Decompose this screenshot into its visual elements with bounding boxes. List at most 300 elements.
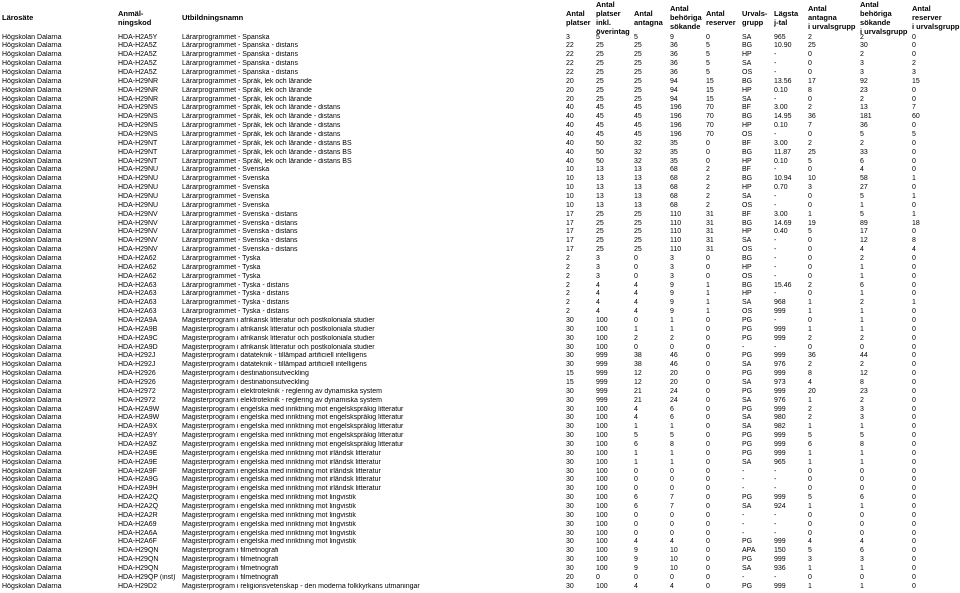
cell-antal-platser: 40 (566, 157, 574, 165)
cell-antal-antagna: 25 (634, 219, 642, 227)
cell-antal-behoriga-sokande: 68 (670, 166, 678, 174)
cell-anmalningskod: HDA-H2A6F (118, 538, 157, 546)
cell-reserver-i-urvalsgrupp: 0 (912, 458, 916, 466)
cell-platser-inkl-overintag: 100 (596, 467, 608, 475)
cell-antal-antagna: 4 (634, 582, 638, 590)
cell-lagsta-j-tal: 3.00 (774, 139, 788, 147)
cell-lagsta-j-tal: - (774, 246, 777, 254)
cell-antal-antagna: 25 (634, 210, 642, 218)
cell-antal-antagna: 0 (634, 529, 638, 537)
cell-reserver-i-urvalsgrupp: 0 (912, 325, 916, 333)
cell-platser-inkl-overintag: 100 (596, 503, 608, 511)
cell-antal-behoriga-sokande: 68 (670, 192, 678, 200)
cell-larosate: Högskolan Dalarna (2, 556, 62, 564)
table-row (0, 583, 960, 592)
cell-reserver-i-urvalsgrupp: 0 (912, 396, 916, 404)
cell-platser-inkl-overintag: 13 (596, 201, 604, 209)
cell-behoriga-i-urvalsgrupp: 8 (860, 441, 864, 449)
cell-antal-behoriga-sokande: 10 (670, 547, 678, 555)
cell-antal-platser: 30 (566, 520, 574, 528)
cell-lagsta-j-tal: 0.40 (774, 228, 788, 236)
cell-reserver-i-urvalsgrupp: 0 (912, 157, 916, 165)
table-row (0, 370, 960, 379)
cell-utbildningsnamn: Magisterprogram i engelska med inriktning mot engelskspråkig litteratur (182, 432, 404, 440)
cell-antal-antagna: 13 (634, 201, 642, 209)
cell-antal-reserver: 0 (706, 556, 710, 564)
table-row (0, 547, 960, 556)
cell-antal-behoriga-sokande: 196 (670, 122, 682, 130)
cell-lagsta-j-tal: 3.00 (774, 210, 788, 218)
cell-reserver-i-urvalsgrupp: 0 (912, 387, 916, 395)
table-row (0, 344, 960, 353)
cell-reserver-i-urvalsgrupp: 0 (912, 343, 916, 351)
cell-antal-platser: 10 (566, 175, 574, 183)
cell-larosate: Högskolan Dalarna (2, 547, 62, 555)
cell-larosate: Högskolan Dalarna (2, 192, 62, 200)
cell-antagna-i-urvalsgrupp: 1 (808, 308, 812, 316)
cell-platser-inkl-overintag: 45 (596, 122, 604, 130)
cell-urvalsgrupp: BG (742, 113, 753, 121)
cell-behoriga-i-urvalsgrupp: 30 (860, 42, 868, 50)
cell-antal-antagna: 4 (634, 405, 638, 413)
cell-antal-antagna: 4 (634, 290, 638, 298)
cell-larosate: Högskolan Dalarna (2, 441, 62, 449)
cell-platser-inkl-overintag: 100 (596, 494, 608, 502)
cell-platser-inkl-overintag: 13 (596, 184, 604, 192)
cell-utbildningsnamn: Lärarprogrammet - Språk, lek och lärande - distans (182, 122, 341, 130)
cell-larosate: Högskolan Dalarna (2, 104, 62, 112)
cell-lagsta-j-tal: - (774, 343, 777, 351)
cell-anmalningskod: HDA-H2A2R (118, 511, 158, 519)
cell-antal-reserver: 1 (706, 290, 710, 298)
cell-platser-inkl-overintag: 100 (596, 511, 608, 519)
cell-antal-platser: 3 (566, 33, 570, 41)
cell-utbildningsnamn: Lärarprogrammet - Tyska (182, 263, 261, 271)
cell-antal-platser: 30 (566, 565, 574, 573)
cell-antal-behoriga-sokande: 9 (670, 281, 674, 289)
cell-platser-inkl-overintag: 25 (596, 228, 604, 236)
cell-lagsta-j-tal: 999 (774, 405, 786, 413)
table-row (0, 512, 960, 521)
cell-urvalsgrupp: APA (742, 547, 756, 555)
cell-reserver-i-urvalsgrupp: 18 (912, 219, 920, 227)
cell-antal-antagna: 1 (634, 325, 638, 333)
cell-reserver-i-urvalsgrupp: 0 (912, 379, 916, 387)
cell-antal-platser: 30 (566, 441, 574, 449)
header-larosate: Lärosäte (2, 13, 34, 22)
cell-antal-platser: 30 (566, 556, 574, 564)
cell-larosate: Högskolan Dalarna (2, 343, 62, 351)
cell-antagna-i-urvalsgrupp: 6 (808, 441, 812, 449)
cell-reserver-i-urvalsgrupp: 0 (912, 263, 916, 271)
cell-lagsta-j-tal: 999 (774, 432, 786, 440)
cell-antal-platser: 30 (566, 467, 574, 475)
cell-anmalningskod: HDA-H29NT (118, 157, 158, 165)
cell-larosate: Högskolan Dalarna (2, 263, 62, 271)
cell-anmalningskod: HDA-H2A2Q (118, 503, 159, 511)
table-row (0, 414, 960, 423)
cell-lagsta-j-tal: - (774, 51, 777, 59)
cell-antagna-i-urvalsgrupp: 2 (808, 405, 812, 413)
cell-antal-platser: 10 (566, 184, 574, 192)
cell-larosate: Högskolan Dalarna (2, 148, 62, 156)
cell-platser-inkl-overintag: 100 (596, 405, 608, 413)
cell-antal-reserver: 31 (706, 210, 714, 218)
table-row (0, 282, 960, 291)
cell-antal-reserver: 5 (706, 51, 710, 59)
cell-reserver-i-urvalsgrupp: 0 (912, 254, 916, 262)
cell-larosate: Högskolan Dalarna (2, 290, 62, 298)
cell-urvalsgrupp: HP (742, 157, 752, 165)
cell-antal-behoriga-sokande: 110 (670, 228, 682, 236)
table-row (0, 202, 960, 211)
cell-lagsta-j-tal: 999 (774, 556, 786, 564)
cell-anmalningskod: HDA-H29NT (118, 148, 158, 156)
cell-antal-behoriga-sokande: 0 (670, 573, 674, 581)
cell-lagsta-j-tal: - (774, 60, 777, 68)
cell-lagsta-j-tal: 0.70 (774, 184, 788, 192)
cell-antal-reserver: 0 (706, 423, 710, 431)
cell-anmalningskod: HDA-H29NS (118, 104, 158, 112)
cell-utbildningsnamn: Magisterprogram i destinationsutveckling (182, 379, 309, 387)
cell-larosate: Högskolan Dalarna (2, 51, 62, 59)
cell-antal-antagna: 38 (634, 352, 642, 360)
cell-platser-inkl-overintag: 13 (596, 175, 604, 183)
cell-utbildningsnamn: Magisterprogram i filmetnografi (182, 556, 279, 564)
cell-antal-antagna: 25 (634, 237, 642, 245)
cell-antal-reserver: 0 (706, 405, 710, 413)
cell-antal-platser: 10 (566, 166, 574, 174)
cell-urvalsgrupp: SA (742, 423, 752, 431)
cell-utbildningsnamn: Magisterprogram i engelska med inriktning mot lingvistik (182, 494, 356, 502)
cell-antal-reserver: 1 (706, 281, 710, 289)
cell-antagna-i-urvalsgrupp: 0 (808, 343, 812, 351)
cell-behoriga-i-urvalsgrupp: 4 (860, 538, 864, 546)
cell-antal-platser: 15 (566, 370, 574, 378)
cell-urvalsgrupp: HP (742, 184, 752, 192)
cell-behoriga-i-urvalsgrupp: 0 (860, 467, 864, 475)
header-behoriga-i-urvalsgrupp: Antal behöriga sökande i urvalsgrupp (860, 0, 908, 36)
table-row (0, 78, 960, 87)
cell-urvalsgrupp: PG (742, 325, 753, 333)
cell-larosate: Högskolan Dalarna (2, 432, 62, 440)
cell-platser-inkl-overintag: 50 (596, 139, 604, 147)
cell-antal-behoriga-sokande: 94 (670, 86, 678, 94)
cell-lagsta-j-tal: - (774, 192, 777, 200)
cell-lagsta-j-tal: 924 (774, 503, 786, 511)
cell-utbildningsnamn: Lärarprogrammet - Svenska (182, 201, 270, 209)
cell-lagsta-j-tal: - (774, 529, 777, 537)
cell-lagsta-j-tal: 150 (774, 547, 786, 555)
cell-anmalningskod: HDA-H2A63 (118, 308, 157, 316)
cell-platser-inkl-overintag: 999 (596, 352, 608, 360)
cell-anmalningskod: HDA-H29NT (118, 139, 158, 147)
cell-lagsta-j-tal: 965 (774, 458, 786, 466)
cell-larosate: Högskolan Dalarna (2, 503, 62, 511)
cell-antagna-i-urvalsgrupp: 19 (808, 219, 816, 227)
header-lagsta-j-tal: Lägsta j-tal (774, 8, 799, 27)
cell-antal-platser: 2 (566, 272, 570, 280)
cell-behoriga-i-urvalsgrupp: 3 (860, 60, 864, 68)
cell-antal-platser: 30 (566, 405, 574, 413)
cell-larosate: Högskolan Dalarna (2, 334, 62, 342)
cell-antagna-i-urvalsgrupp: 0 (808, 68, 812, 76)
table-row (0, 51, 960, 60)
header-antagna-i-urvalsgrupp: Antal antagna i urvalsgrupp (808, 4, 856, 31)
cell-larosate: Högskolan Dalarna (2, 511, 62, 519)
cell-antal-reserver: 2 (706, 166, 710, 174)
cell-urvalsgrupp: PG (742, 387, 753, 395)
cell-reserver-i-urvalsgrupp: 0 (912, 414, 916, 422)
cell-antal-reserver: 0 (706, 573, 710, 581)
cell-urvalsgrupp: HP (742, 122, 752, 130)
cell-larosate: Högskolan Dalarna (2, 396, 62, 404)
cell-anmalningskod: HDA-H2A9D (118, 343, 158, 351)
cell-reserver-i-urvalsgrupp: 15 (912, 77, 920, 85)
cell-antal-antagna: 4 (634, 299, 638, 307)
cell-larosate: Högskolan Dalarna (2, 387, 62, 395)
cell-antal-antagna: 13 (634, 192, 642, 200)
cell-antal-reserver: 70 (706, 113, 714, 121)
cell-urvalsgrupp: - (742, 343, 745, 351)
cell-antal-antagna: 0 (634, 317, 638, 324)
cell-antal-reserver: 5 (706, 60, 710, 68)
cell-antal-behoriga-sokande: 8 (670, 441, 674, 449)
cell-reserver-i-urvalsgrupp: 0 (912, 272, 916, 280)
cell-antal-behoriga-sokande: 196 (670, 104, 682, 112)
cell-larosate: Högskolan Dalarna (2, 254, 62, 262)
cell-urvalsgrupp: SA (742, 379, 752, 387)
table-row (0, 122, 960, 131)
cell-larosate: Högskolan Dalarna (2, 237, 62, 245)
cell-antal-reserver: 15 (706, 77, 714, 85)
cell-antal-platser: 30 (566, 494, 574, 502)
header-reserver-i-urvalsgrupp: Antal reserver i urvalsgrupp (912, 4, 960, 31)
cell-behoriga-i-urvalsgrupp: 44 (860, 352, 868, 360)
header-urvalsgrupp: Urvals- grupp (742, 8, 768, 27)
cell-antagna-i-urvalsgrupp: 5 (808, 494, 812, 502)
cell-antal-behoriga-sokande: 4 (670, 538, 674, 546)
cell-platser-inkl-overintag: 25 (596, 68, 604, 76)
cell-urvalsgrupp: PG (742, 582, 753, 590)
cell-antal-reserver: 0 (706, 387, 710, 395)
cell-urvalsgrupp: - (742, 467, 745, 475)
table-row (0, 397, 960, 406)
cell-utbildningsnamn: Magisterprogram i filmetnografi (182, 547, 279, 555)
cell-utbildningsnamn: Lärarprogrammet - Svenska - distans (182, 219, 298, 227)
cell-lagsta-j-tal: - (774, 201, 777, 209)
table-row (0, 273, 960, 282)
cell-lagsta-j-tal: - (774, 476, 777, 484)
cell-antal-platser: 30 (566, 582, 574, 590)
cell-behoriga-i-urvalsgrupp: 3 (860, 405, 864, 413)
cell-utbildningsnamn: Magisterprogram i datateknik - tillämpad artificiell intelligens (182, 361, 367, 369)
table-row (0, 308, 960, 317)
cell-reserver-i-urvalsgrupp: 0 (912, 529, 916, 537)
cell-lagsta-j-tal: - (774, 573, 777, 581)
cell-reserver-i-urvalsgrupp: 0 (912, 494, 916, 502)
cell-anmalningskod: HDA-H29NV (118, 210, 158, 218)
cell-utbildningsnamn: Lärarprogrammet - Tyska (182, 272, 261, 280)
cell-anmalningskod: HDA-H2A62 (118, 272, 157, 280)
table-row (0, 565, 960, 574)
cell-utbildningsnamn: Magisterprogram i engelska med inriktning mot engelskspråkig litteratur (182, 423, 404, 431)
cell-platser-inkl-overintag: 4 (596, 308, 600, 316)
table-row (0, 246, 960, 255)
cell-urvalsgrupp: SA (742, 95, 752, 103)
cell-antal-platser: 30 (566, 396, 574, 404)
cell-antagna-i-urvalsgrupp: 0 (808, 467, 812, 475)
cell-larosate: Högskolan Dalarna (2, 210, 62, 218)
cell-antagna-i-urvalsgrupp: 1 (808, 396, 812, 404)
cell-utbildningsnamn: Magisterprogram i engelska med inriktning mot irländsk litteratur (182, 458, 381, 466)
cell-lagsta-j-tal: 936 (774, 565, 786, 573)
cell-platser-inkl-overintag: 100 (596, 423, 608, 431)
cell-antal-reserver: 31 (706, 228, 714, 236)
cell-reserver-i-urvalsgrupp: 0 (912, 432, 916, 440)
cell-antal-platser: 30 (566, 343, 574, 351)
cell-behoriga-i-urvalsgrupp: 92 (860, 77, 868, 85)
cell-behoriga-i-urvalsgrupp: 33 (860, 148, 868, 156)
cell-utbildningsnamn: Lärarprogrammet - Språk, lek och lärande (182, 77, 312, 85)
cell-reserver-i-urvalsgrupp: 0 (912, 317, 916, 324)
cell-utbildningsnamn: Lärarprogrammet - Språk, lek och lärande - distans (182, 130, 341, 138)
cell-lagsta-j-tal: - (774, 290, 777, 298)
cell-anmalningskod: HDA-H2A5Z (118, 60, 157, 68)
cell-behoriga-i-urvalsgrupp: 3 (860, 414, 864, 422)
cell-utbildningsnamn: Magisterprogram i engelska med inriktning mot irländsk litteratur (182, 485, 381, 493)
cell-platser-inkl-overintag: 100 (596, 432, 608, 440)
cell-anmalningskod: HDA-H2A9W (118, 414, 160, 422)
cell-antagna-i-urvalsgrupp: 0 (808, 60, 812, 68)
cell-antal-antagna: 21 (634, 387, 642, 395)
table-row (0, 556, 960, 565)
cell-behoriga-i-urvalsgrupp: 1 (860, 423, 864, 431)
cell-anmalningskod: HDA-H29QN (118, 556, 159, 564)
cell-reserver-i-urvalsgrupp: 1 (912, 175, 916, 183)
cell-larosate: Högskolan Dalarna (2, 317, 62, 324)
cell-platser-inkl-overintag: 100 (596, 485, 608, 493)
cell-antal-reserver: 0 (706, 494, 710, 502)
cell-utbildningsnamn: Lärarprogrammet - Svenska (182, 192, 270, 200)
cell-antal-behoriga-sokande: 46 (670, 352, 678, 360)
cell-urvalsgrupp: PG (742, 449, 753, 457)
cell-antal-platser: 30 (566, 352, 574, 360)
cell-platser-inkl-overintag: 100 (596, 317, 608, 324)
cell-utbildningsnamn: Lärarprogrammet - Svenska - distans (182, 246, 298, 254)
cell-antal-platser: 17 (566, 219, 574, 227)
cell-reserver-i-urvalsgrupp: 0 (912, 361, 916, 369)
cell-platser-inkl-overintag: 25 (596, 219, 604, 227)
cell-lagsta-j-tal: 0.10 (774, 122, 788, 130)
cell-anmalningskod: HDA-H2A62 (118, 254, 157, 262)
table-row (0, 299, 960, 308)
cell-urvalsgrupp: BG (742, 254, 753, 262)
cell-antal-platser: 20 (566, 573, 574, 581)
cell-antal-platser: 30 (566, 485, 574, 493)
cell-antagna-i-urvalsgrupp: 0 (808, 237, 812, 245)
cell-antagna-i-urvalsgrupp: 0 (808, 254, 812, 262)
cell-antal-reserver: 0 (706, 476, 710, 484)
cell-anmalningskod: HDA-H29NV (118, 228, 158, 236)
cell-platser-inkl-overintag: 13 (596, 166, 604, 174)
cell-antal-antagna: 13 (634, 175, 642, 183)
cell-antal-platser: 40 (566, 130, 574, 138)
cell-platser-inkl-overintag: 4 (596, 299, 600, 307)
cell-antal-antagna: 4 (634, 414, 638, 422)
cell-lagsta-j-tal: 15.46 (774, 281, 792, 289)
cell-utbildningsnamn: Lärarprogrammet - Svenska - distans (182, 237, 298, 245)
cell-antal-reserver: 0 (706, 139, 710, 147)
table-row (0, 175, 960, 184)
cell-antagna-i-urvalsgrupp: 3 (808, 184, 812, 192)
cell-antal-reserver: 0 (706, 325, 710, 333)
cell-antal-antagna: 9 (634, 556, 638, 564)
cell-antal-antagna: 6 (634, 494, 638, 502)
cell-platser-inkl-overintag: 25 (596, 77, 604, 85)
cell-antagna-i-urvalsgrupp: 1 (808, 449, 812, 457)
cell-utbildningsnamn: Magisterprogram i afrikansk litteratur och postkoloniala studier (182, 343, 375, 351)
cell-antal-antagna: 21 (634, 396, 642, 404)
cell-urvalsgrupp: PG (742, 556, 753, 564)
cell-platser-inkl-overintag: 100 (596, 458, 608, 466)
cell-larosate: Högskolan Dalarna (2, 86, 62, 94)
cell-antal-platser: 30 (566, 511, 574, 519)
cell-larosate: Högskolan Dalarna (2, 201, 62, 209)
cell-behoriga-i-urvalsgrupp: 0 (860, 511, 864, 519)
cell-lagsta-j-tal: 976 (774, 361, 786, 369)
cell-utbildningsnamn: Lärarprogrammet - Svenska - distans (182, 228, 298, 236)
cell-antal-behoriga-sokande: 196 (670, 130, 682, 138)
table-row (0, 255, 960, 264)
cell-antal-antagna: 25 (634, 86, 642, 94)
cell-antal-behoriga-sokande: 35 (670, 139, 678, 147)
cell-platser-inkl-overintag: 999 (596, 379, 608, 387)
cell-antal-behoriga-sokande: 0 (670, 343, 674, 351)
cell-antal-platser: 20 (566, 95, 574, 103)
cell-antal-behoriga-sokande: 20 (670, 370, 678, 378)
cell-reserver-i-urvalsgrupp: 0 (912, 449, 916, 457)
cell-antal-antagna: 25 (634, 60, 642, 68)
cell-utbildningsnamn: Magisterprogram i elektroteknik - reglering av dynamiska system (182, 396, 382, 404)
cell-reserver-i-urvalsgrupp: 1 (912, 299, 916, 307)
cell-platser-inkl-overintag: 100 (596, 449, 608, 457)
cell-antal-antagna: 0 (634, 476, 638, 484)
cell-utbildningsnamn: Magisterprogram i engelska med inriktning mot irländsk litteratur (182, 467, 381, 475)
cell-lagsta-j-tal: 980 (774, 414, 786, 422)
cell-lagsta-j-tal: 14.95 (774, 113, 792, 121)
cell-antal-reserver: 0 (706, 511, 710, 519)
cell-antal-platser: 30 (566, 476, 574, 484)
cell-urvalsgrupp: PG (742, 370, 753, 378)
cell-antal-behoriga-sokande: 24 (670, 387, 678, 395)
cell-anmalningskod: HDA-H2A9E (118, 458, 158, 466)
cell-behoriga-i-urvalsgrupp: 2 (860, 33, 864, 41)
table-row (0, 104, 960, 113)
cell-urvalsgrupp: ÖS (742, 308, 753, 316)
cell-anmalningskod: HDA-H29NS (118, 130, 158, 138)
cell-antagna-i-urvalsgrupp: 25 (808, 42, 816, 50)
cell-antal-platser: 17 (566, 228, 574, 236)
cell-behoriga-i-urvalsgrupp: 1 (860, 263, 864, 271)
cell-behoriga-i-urvalsgrupp: 1 (860, 201, 864, 209)
cell-behoriga-i-urvalsgrupp: 2 (860, 334, 864, 342)
cell-reserver-i-urvalsgrupp: 5 (912, 130, 916, 138)
cell-antagna-i-urvalsgrupp: 8 (808, 370, 812, 378)
table-row (0, 158, 960, 167)
cell-utbildningsnamn: Lärarprogrammet - Tyska - distans (182, 290, 289, 298)
cell-antal-antagna: 13 (634, 166, 642, 174)
